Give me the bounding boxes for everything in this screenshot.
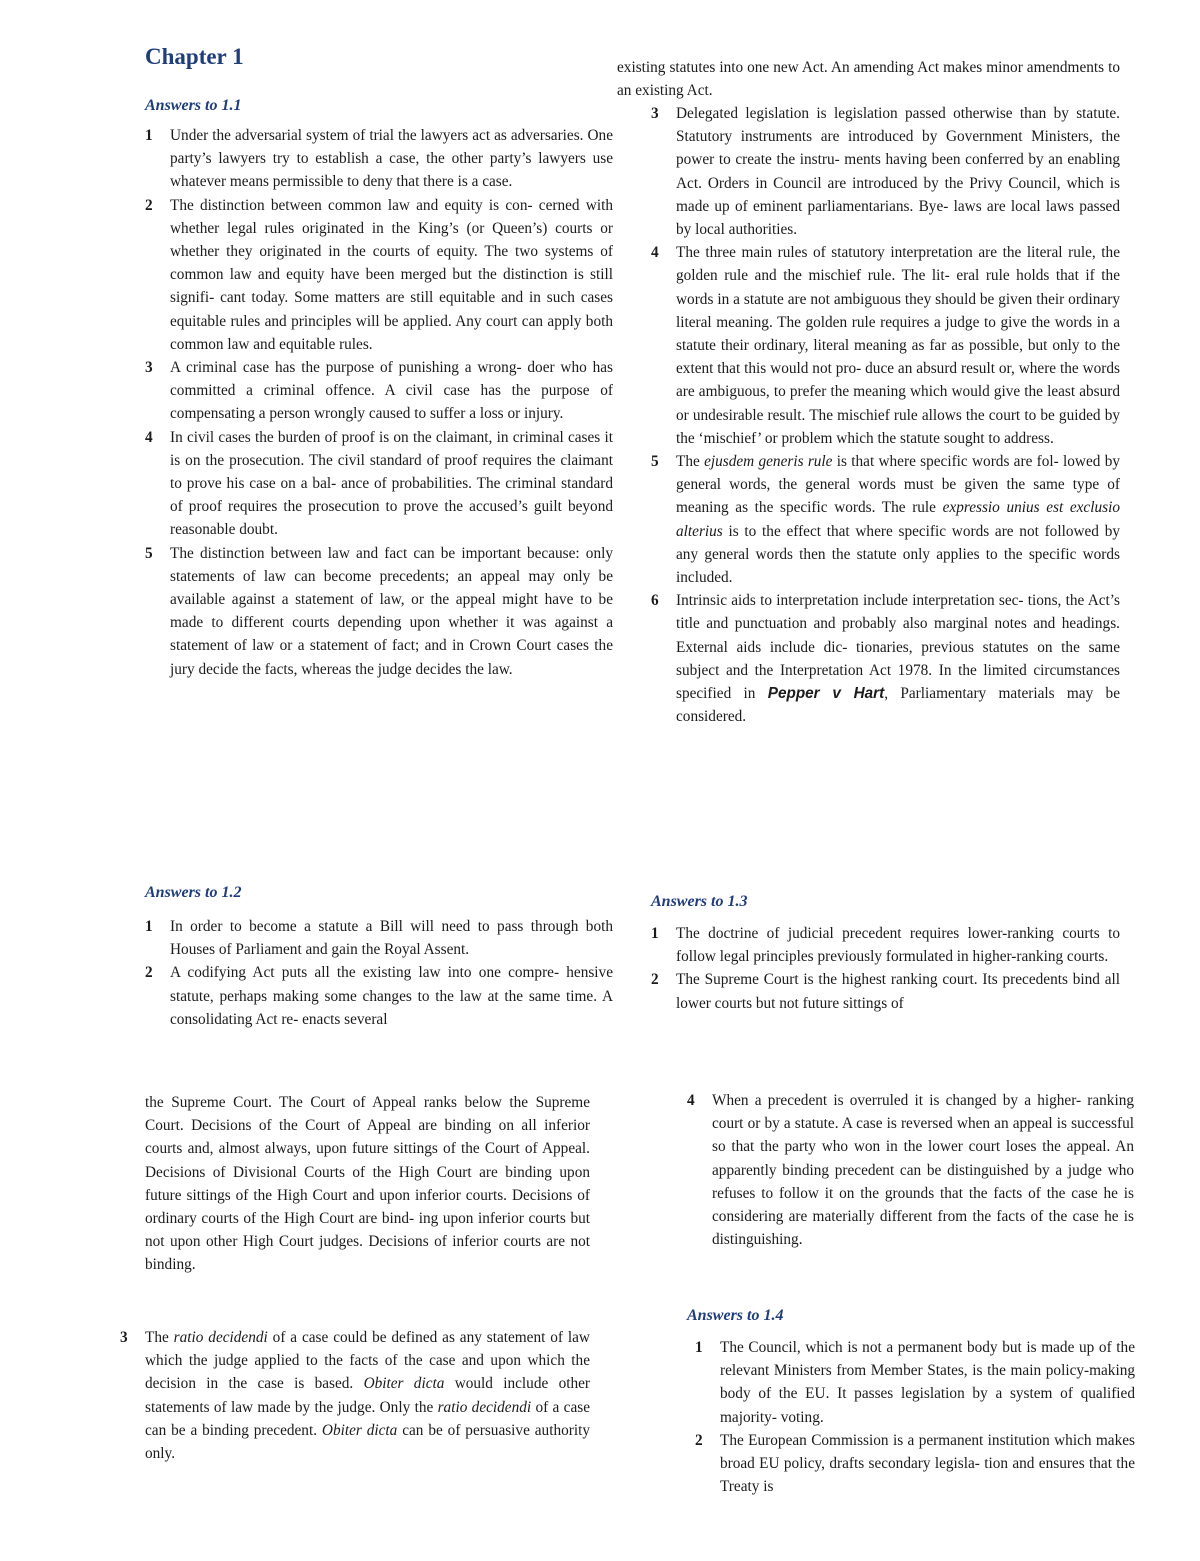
list-item: 2 A codifying Act puts all the existing law into one compre- hensive statute, perhaps making some changes to the law at the same time. A consolidating Act re- enacts several xyxy=(145,964,613,1028)
answers-1-2-list-b xyxy=(651,102,1120,728)
list-item: 2 The distinction between common law and equity is con- cerned with whether legal rules originated in the King’s (or Queen’s) courts or whether they originated in the courts of equity. The two systems of common law and equity have been merged but the distinction is still signifi- cant today. Some matters are still equitable and in such cases equitable rules and principles will be applied. Any court can apply both common law and equitable rules. xyxy=(145,196,613,353)
case-name: Pepper v Hart xyxy=(767,685,885,703)
section-heading-1-3: Answers to 1.3 xyxy=(651,893,748,910)
list-item: 2 The European Commission is a permanent institution which makes broad EU policy, drafts secondary legisla- tion and ensures that the Treaty is xyxy=(695,1431,1135,1496)
list-item: 5 The ejusdem generis rule is that where specific words are fol- lowed by general words, the general words must be given the same type of meaning as the specific words. The rule expressio unius est exclusio alterius is to the effect that where specific words are not followed by any general words then the statute only applies to the specific words included. xyxy=(651,453,1120,587)
continuation-text: the Supreme Court. The Court of Appeal ranks below the Supreme Court. Decisions of the Court of Appeal are binding on all inferior courts and, almost always, upon future sittings of the Court of Appeal. Decisions of Divisional Courts of the High Court are binding upon future sittings of the High Court and upon inferior courts. Decisions of ordinary courts of the High Court are bind- ing upon inferior courts but not upon other High Court judges. Decisions of inferior courts are not binding. xyxy=(145,1094,590,1274)
list-item: 1 In order to become a statute a Bill will need to pass through both Houses of Parliament and gain the Royal Assent. xyxy=(145,918,613,959)
list-item: 4 In civil cases the burden of proof is on the claimant, in criminal cases it is on the prosecution. The civil standard of proof requires the claimant to prove his case on a bal- ance of probabilities. The criminal standard of proof requires the prosecution to prove the accused’s guilt beyond reasonable doubt. xyxy=(145,428,613,539)
list-item: 4 When a precedent is overruled it is changed by a higher- ranking court or by a statute. A case is reversed when an appeal is successful so that the party who won in the lower court loses the appeal. An apparently binding precedent can be distinguished by a judge who refuses to follow it on the grounds that the facts of the case he is considering are materially different from the facts of the case he is distinguishing. xyxy=(687,1092,1134,1249)
answers-1-3-item-3 xyxy=(120,1326,590,1465)
list-item: 3 A criminal case has the purpose of punishing a wrong- doer who has committed a criminal offence. A civil case has the purpose of compensating a person wrongly caused to suffer a loss or injury. xyxy=(145,359,613,423)
continuation-text: existing statutes into one new Act. An amending Act makes minor amendments to an existing Act. xyxy=(617,59,1120,100)
answers-1-2-continuation xyxy=(617,56,1120,102)
list-item: 1 Under the adversarial system of trial the lawyers act as adversaries. One party’s lawyers try to establish a case, the other party’s lawyers use whatever means permissible to deny that there is a case. xyxy=(145,127,613,191)
list-item: 1 The doctrine of judicial precedent requires lower-ranking courts to follow legal principles previously formulated in higher-ranking courts. xyxy=(651,925,1120,966)
list-item: 3 The ratio decidendi of a case could be defined as any statement of law which the judge applied to the facts of the case and upon which the decision in the case is based. Obiter dicta would include other statements of law made by the judge. Only the ratio decidendi of a case can be a binding precedent. Obiter dicta can be of persuasive authority only. xyxy=(120,1329,590,1463)
list-item: 3 Delegated legislation is legislation passed otherwise than by statute. Statutory instruments are introduced by Government Ministers, the power to create the instru- ments having been conferred by an enabling Act. Orders in Council are introduced by the Privy Council, which is made up of eminent parliamentarians. Bye- laws are local laws passed by local authorities. xyxy=(651,105,1120,239)
section-heading-1-4: Answers to 1.4 xyxy=(687,1307,784,1324)
section-heading-1-1: Answers to 1.1 xyxy=(145,97,242,114)
answers-1-4-list xyxy=(695,1336,1135,1498)
answers-1-2-list xyxy=(145,915,613,1031)
list-item: 6 Intrinsic aids to interpretation include interpretation sec- tions, the Act’s title and punctuation and probably also marginal notes and headings. External aids include dic- tionaries, previous statutes on the same subject and the Interpretation Act 1978. In the limited circumstances specified in Pepper v Hart, Parliamentary materials may be considered. xyxy=(651,592,1120,726)
list-item: 5 The distinction between law and fact can be important because: only statements of law can become precedents; an appeal may only be available against a statement of law, or the appeal might have to be made to different courts depending upon whether it was against a statement of law or a statement of fact; and in Crown Court cases the jury decide the facts, whereas the judge decides the law. xyxy=(145,544,613,678)
answers-1-3-item-4 xyxy=(687,1089,1134,1251)
answers-1-1-list xyxy=(145,124,613,681)
answers-1-3-list xyxy=(651,922,1120,1015)
list-item: 1 The Council, which is not a permanent body but is made up of the relevant Ministers from Member States, is the main policy-making body of the EU. It passes legislation by a system of qualified majority- voting. xyxy=(695,1339,1135,1426)
list-item: 4 The three main rules of statutory interpretation are the literal rule, the golden rule and the mischief rule. The lit- eral rule holds that if the words in a statute are not ambiguous they should be given their ordinary literal meaning. The golden rule requires a judge to give the words in a statute their ordinary, literal meaning as far as possible, but only to the extent that this would not pro- duce an absurd result or, where the words are ambiguous, to prefer the meaning which would give the least absurd or undesirable result. The mischief rule allows the court to be guided by the ‘mischief’ or problem which the statute sought to address. xyxy=(651,244,1120,447)
chapter-title: Chapter 1 xyxy=(145,44,244,69)
list-item: 2 The Supreme Court is the highest ranking court. Its precedents bind all lower courts but not future sittings of xyxy=(651,971,1120,1012)
section-heading-1-2: Answers to 1.2 xyxy=(145,884,242,901)
answers-1-3-continuation xyxy=(145,1091,590,1277)
